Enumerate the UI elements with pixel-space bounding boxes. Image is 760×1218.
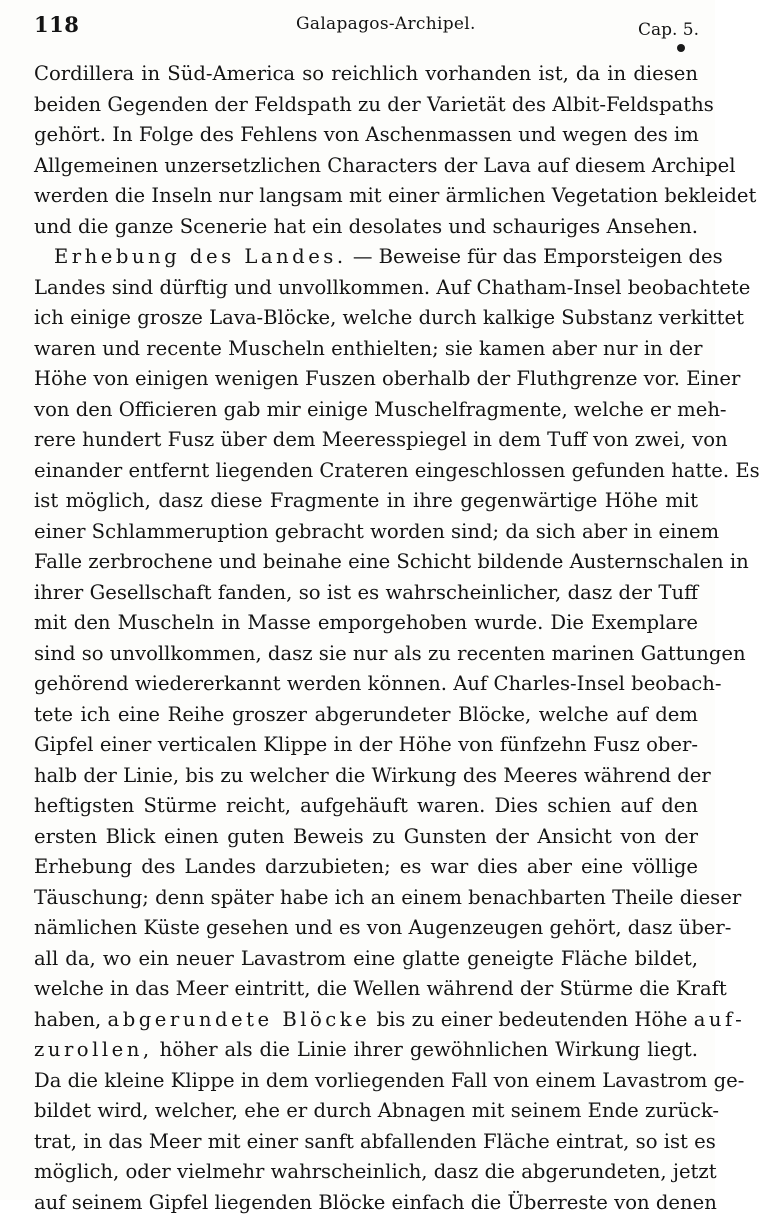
body-text (34, 59, 698, 1218)
text-line: ich einige grosze Lava-Blöcke, welche durch kalkige Substanz verkittet (34, 303, 698, 334)
emphasized-text: abgerundete Blöcke (108, 1008, 371, 1031)
text-line: waren und recente Muscheln enthielten; sie kamen aber nur in der (34, 334, 698, 365)
page-number: 118 (34, 12, 79, 37)
text-line: all da, wo ein neuer Lavastrom eine glatte geneigte Fläche bildet, (34, 944, 698, 975)
text-line: tete ich eine Reihe groszer abgerundeter Blöcke, welche auf dem (34, 700, 698, 731)
text-line: möglich, oder vielmehr wahrscheinlich, dasz die abgerundeten, jetzt (34, 1157, 698, 1188)
chapter-reference: Cap. 5. (638, 20, 699, 40)
text-line: Cordillera in Süd-America so reichlich vorhanden ist, da in diesen (34, 59, 698, 90)
text-line-emphasis (34, 1035, 698, 1066)
text-line: ersten Blick einen guten Beweis zu Gunsten der Ansicht von der (34, 822, 698, 853)
text-line-emphasis (34, 1005, 698, 1036)
text-line: bildet wird, welcher, ehe er durch Abnagen mit seinem Ende zurück- (34, 1096, 698, 1127)
section-first-line-rest: — Beweise für das Emporsteigen des (353, 245, 723, 268)
text-line: mit den Muscheln in Masse emporgehoben wurde. Die Exemplare (34, 608, 698, 639)
text-line: gehörend wiedererkannt werden können. Auf Charles-Insel beobach- (34, 669, 698, 700)
text-fragment: haben, (34, 1008, 101, 1031)
text-fragment: höher als die Linie ihrer gewöhnlichen Wirkung liegt. (160, 1038, 698, 1061)
text-line: gehört. In Folge des Fehlens von Aschenmassen und wegen des im (34, 120, 698, 151)
text-line: Täuschung; denn später habe ich an einem benachbarten Theile dieser (34, 883, 698, 914)
text-line: einer Schlammeruption gebracht worden sind; da sich aber in einem (34, 517, 698, 548)
text-line: einander entfernt liegenden Crateren eingeschlossen gefunden hatte. Es (34, 456, 698, 487)
text-line: von den Officieren gab mir einige Muschelfragmente, welche er meh- (34, 395, 698, 426)
text-line: Erhebung des Landes darzubieten; es war dies aber eine völlige (34, 852, 698, 883)
emphasized-text: auf- (694, 1008, 745, 1031)
section-heading: Erhebung des Landes. (54, 245, 347, 268)
text-line: trat, in das Meer mit einer sanft abfallenden Fläche eintrat, so ist es (34, 1127, 698, 1158)
text-line: Da die kleine Klippe in dem vorliegenden Fall von einem Lavastrom ge- (34, 1066, 698, 1097)
text-line: Landes sind dürftig und unvollkommen. Auf Chatham-Insel beobachtete (34, 273, 698, 304)
text-line: heftigsten Stürme reicht, aufgehäuft waren. Dies schien auf den (34, 791, 698, 822)
text-line: ist möglich, dasz diese Fragmente in ihre gegenwärtige Höhe mit (34, 486, 698, 517)
text-line: Falle zerbrochene und beinahe eine Schicht bildende Austernschalen in (34, 547, 698, 578)
text-line: werden die Inseln nur langsam mit einer ärmlichen Vegetation bekleidet (34, 181, 698, 212)
ink-spot (677, 44, 685, 52)
text-line: sind so unvollkommen, dasz sie nur als zu recenten marinen Gattungen (34, 639, 698, 670)
running-head (34, 8, 699, 38)
text-line: beiden Gegenden der Feldspath zu der Varietät des Albit-Feldspaths (34, 90, 698, 121)
emphasized-text: zurollen, (34, 1038, 153, 1061)
text-line: Höhe von einigen wenigen Fuszen oberhalb der Fluthgrenze vor. Einer (34, 364, 698, 395)
text-line: halb der Linie, bis zu welcher die Wirkung des Meeres während der (34, 761, 698, 792)
running-title: Galapagos-Archipel. (296, 14, 476, 34)
text-line: nämlichen Küste gesehen und es von Augenzeugen gehört, dasz über- (34, 913, 698, 944)
text-line: Gipfel einer verticalen Klippe in der Höhe von fünfzehn Fusz ober- (34, 730, 698, 761)
text-fragment: bis zu einer bedeutenden Höhe (376, 1008, 687, 1031)
text-line: auf seinem Gipfel liegenden Blöcke einfach die Überreste von denen (34, 1188, 698, 1218)
text-line: und die ganze Scenerie hat ein desolates und schauriges Ansehen. (34, 212, 698, 243)
text-line: Allgemeinen unzersetzlichen Characters der Lava auf diesem Archipel (34, 151, 698, 182)
text-line: rere hundert Fusz über dem Meeresspiegel in dem Tuff von zwei, von (34, 425, 698, 456)
text-line: ihrer Gesellschaft fanden, so ist es wahrscheinlicher, dasz der Tuff (34, 578, 698, 609)
section-start-line (34, 242, 698, 273)
text-line: welche in das Meer eintritt, die Wellen während der Stürme die Kraft (34, 974, 698, 1005)
